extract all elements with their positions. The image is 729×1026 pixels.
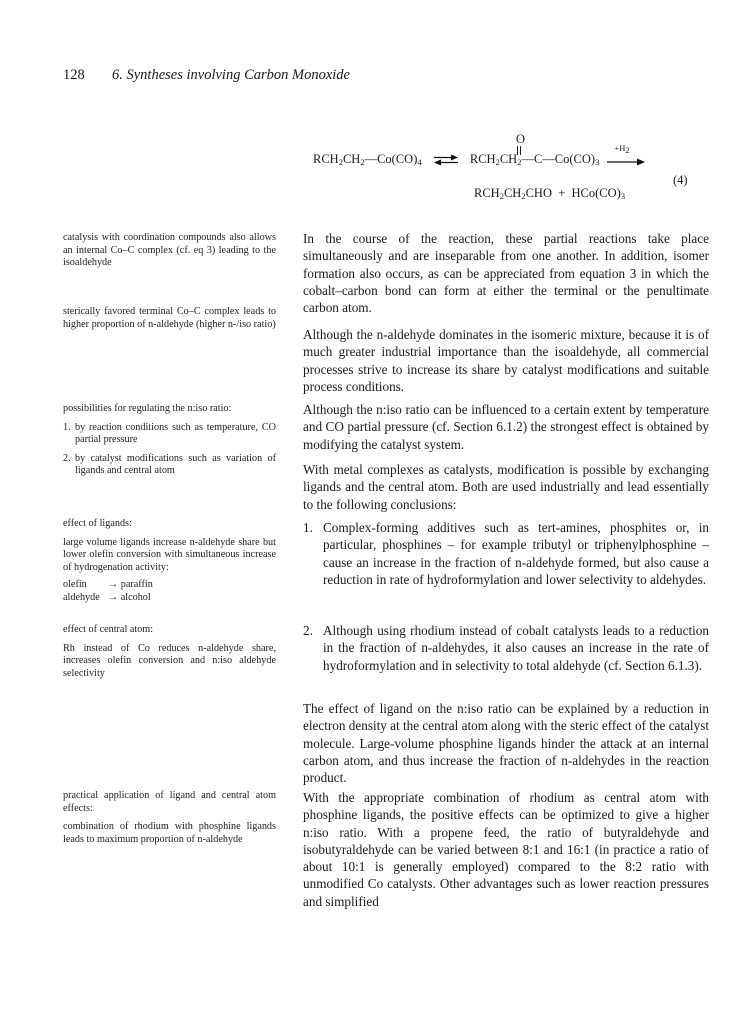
note-text: combination of rhodium with phosphine ligands leads to maximum proportion of n-aldehyde — [63, 821, 276, 845]
margin-note-terminal-complex — [63, 306, 276, 337]
note-text: large volume ligands increase n-aldehyde share but lower olefin conversion with simultaneous increase of hydrogenation activity: — [63, 536, 276, 573]
margin-note-central-atom — [63, 624, 276, 686]
body-paragraph-2: Although the n-aldehyde dominates in the isomeric mixture, because it is of much greater industrial importance than the isoaldehyde, all commercial processes strive to increase its share by catalyst modifications and suitable process conditions. — [303, 327, 709, 394]
conclusion-item-1: 1. Complex-forming additives such as tert-amines, phosphites or, in particular, phosphines – for example tributyl or triphenylphosphine – cause an increase in the fraction of n-aldehyde formed, but also cause a reduction in rate of hydroformylation and lower selectivity to aldehydes. — [303, 520, 709, 587]
note-text: Rh instead of Co reduces n-aldehyde share, increases olefin conversion and n:iso aldehyde selectivity — [63, 642, 276, 679]
equation-products: $RCH_2CH_2CHO + HCo(CO)_3$ — [474, 186, 626, 201]
note-list-item: 1. by reaction conditions such as temperature, CO partial pressure — [63, 421, 276, 446]
note-heading: effect of central atom: — [63, 624, 154, 635]
note-text: catalysis with coordination compounds also allows an internal Co–C complex (cf. eq 3) leading to the isoaldehyde — [63, 232, 276, 269]
right-arrow-icon — [606, 155, 646, 169]
note-heading: effect of ligands: — [63, 518, 132, 529]
equilibrium-arrow-icon — [433, 154, 459, 166]
body-paragraph-6: With the appropriate combination of rhodium as central atom with phosphine ligands, the positive effects can be optimized to give a higher n:iso ratio. With a propene feed, the ratio of butyraldehyde and isobutyraldehyde can be varied between 8:1 and 16:1 (in practice a ratio of about 10:1 is generally employed) compared to the 8:2 ratio with unmodified Co catalysts. Other advantages such as lower reaction pressures and simplified — [303, 790, 709, 909]
note-heading: practical application of ligand and central atom effects: — [63, 790, 276, 814]
equation-row-1 — [313, 143, 646, 167]
margin-note-practical-application — [63, 790, 276, 852]
conversion-row: olefin → paraffin — [63, 579, 153, 591]
acyl-intermediate: $RCH_2CH_2—C—Co(CO)_3$ — [469, 152, 600, 167]
running-head — [63, 67, 350, 84]
conclusion-item-2: 2. Although using rhodium instead of cobalt catalysts leads to a reduction in the fraction of n-aldehydes, it also causes an increase in the rate of hydroformylation and in selectivity to total aldehyde (cf. Section 6.1.3). — [303, 623, 709, 673]
arrow-label: $+H_2$ — [614, 143, 630, 156]
chapter-title: 6. Syntheses involving Carbon Monoxide — [112, 67, 350, 83]
arrow-icon: → — [108, 591, 119, 603]
note-heading: possibilities for regulating the n:iso ratio: — [63, 403, 232, 414]
body-paragraph-3: Although the n:iso ratio can be influenced to a certain extent by temperature and CO partial pressure (cf. Section 6.1.2) the strongest effect is obtained by modifying the catalyst system. — [303, 402, 709, 452]
body-paragraph-4: With metal complexes as catalysts, modification is possible by exchanging ligands and the central atom. Both are used industrially and lead essentially to the following conclusions: — [303, 462, 709, 512]
note-text: sterically favored terminal Co–C complex leads to higher proportion of n-aldehyde (higher n-/iso ratio) — [63, 306, 276, 330]
body-paragraph-5: The effect of ligand on the n:iso ratio can be explained by a reduction in electron density at the central atom along with the steric effect of the catalyst molecule. Large-volume phosphine ligands hinder the attack at an internal carbon atom, and thus increase the fraction of n-aldehydes in the reaction product. — [303, 701, 709, 786]
margin-note-ligands — [63, 518, 276, 605]
conversion-row: aldehyde → alcohol — [63, 591, 151, 603]
body-paragraph-1: In the course of the reaction, these partial reactions take place simultaneously and are inseparable from one another. In addition, isomer formation also occurs, as can be appreciated from equation 3 in which the cobalt–carbon bond can form at either the terminal or the penultimate carbon atom. — [303, 231, 709, 316]
page-number: 128 — [63, 67, 85, 83]
hydrogenation-arrow — [606, 143, 646, 167]
chemical-equation-4 — [305, 132, 715, 215]
reactant: $RCH_2CH_2—Co(CO)_4$ — [313, 152, 422, 167]
margin-note-regulation — [63, 403, 276, 484]
equation-number: (4) — [673, 173, 688, 187]
conclusion-list-2 — [303, 622, 709, 674]
arrow-icon: → — [108, 579, 119, 591]
note-list-item: 2. by catalyst modifications such as variation of ligands and central atom — [63, 452, 276, 477]
conclusion-list — [303, 519, 709, 588]
carbonyl-oxygen: O — [516, 132, 526, 146]
margin-note-isoaldehyde — [63, 232, 276, 276]
